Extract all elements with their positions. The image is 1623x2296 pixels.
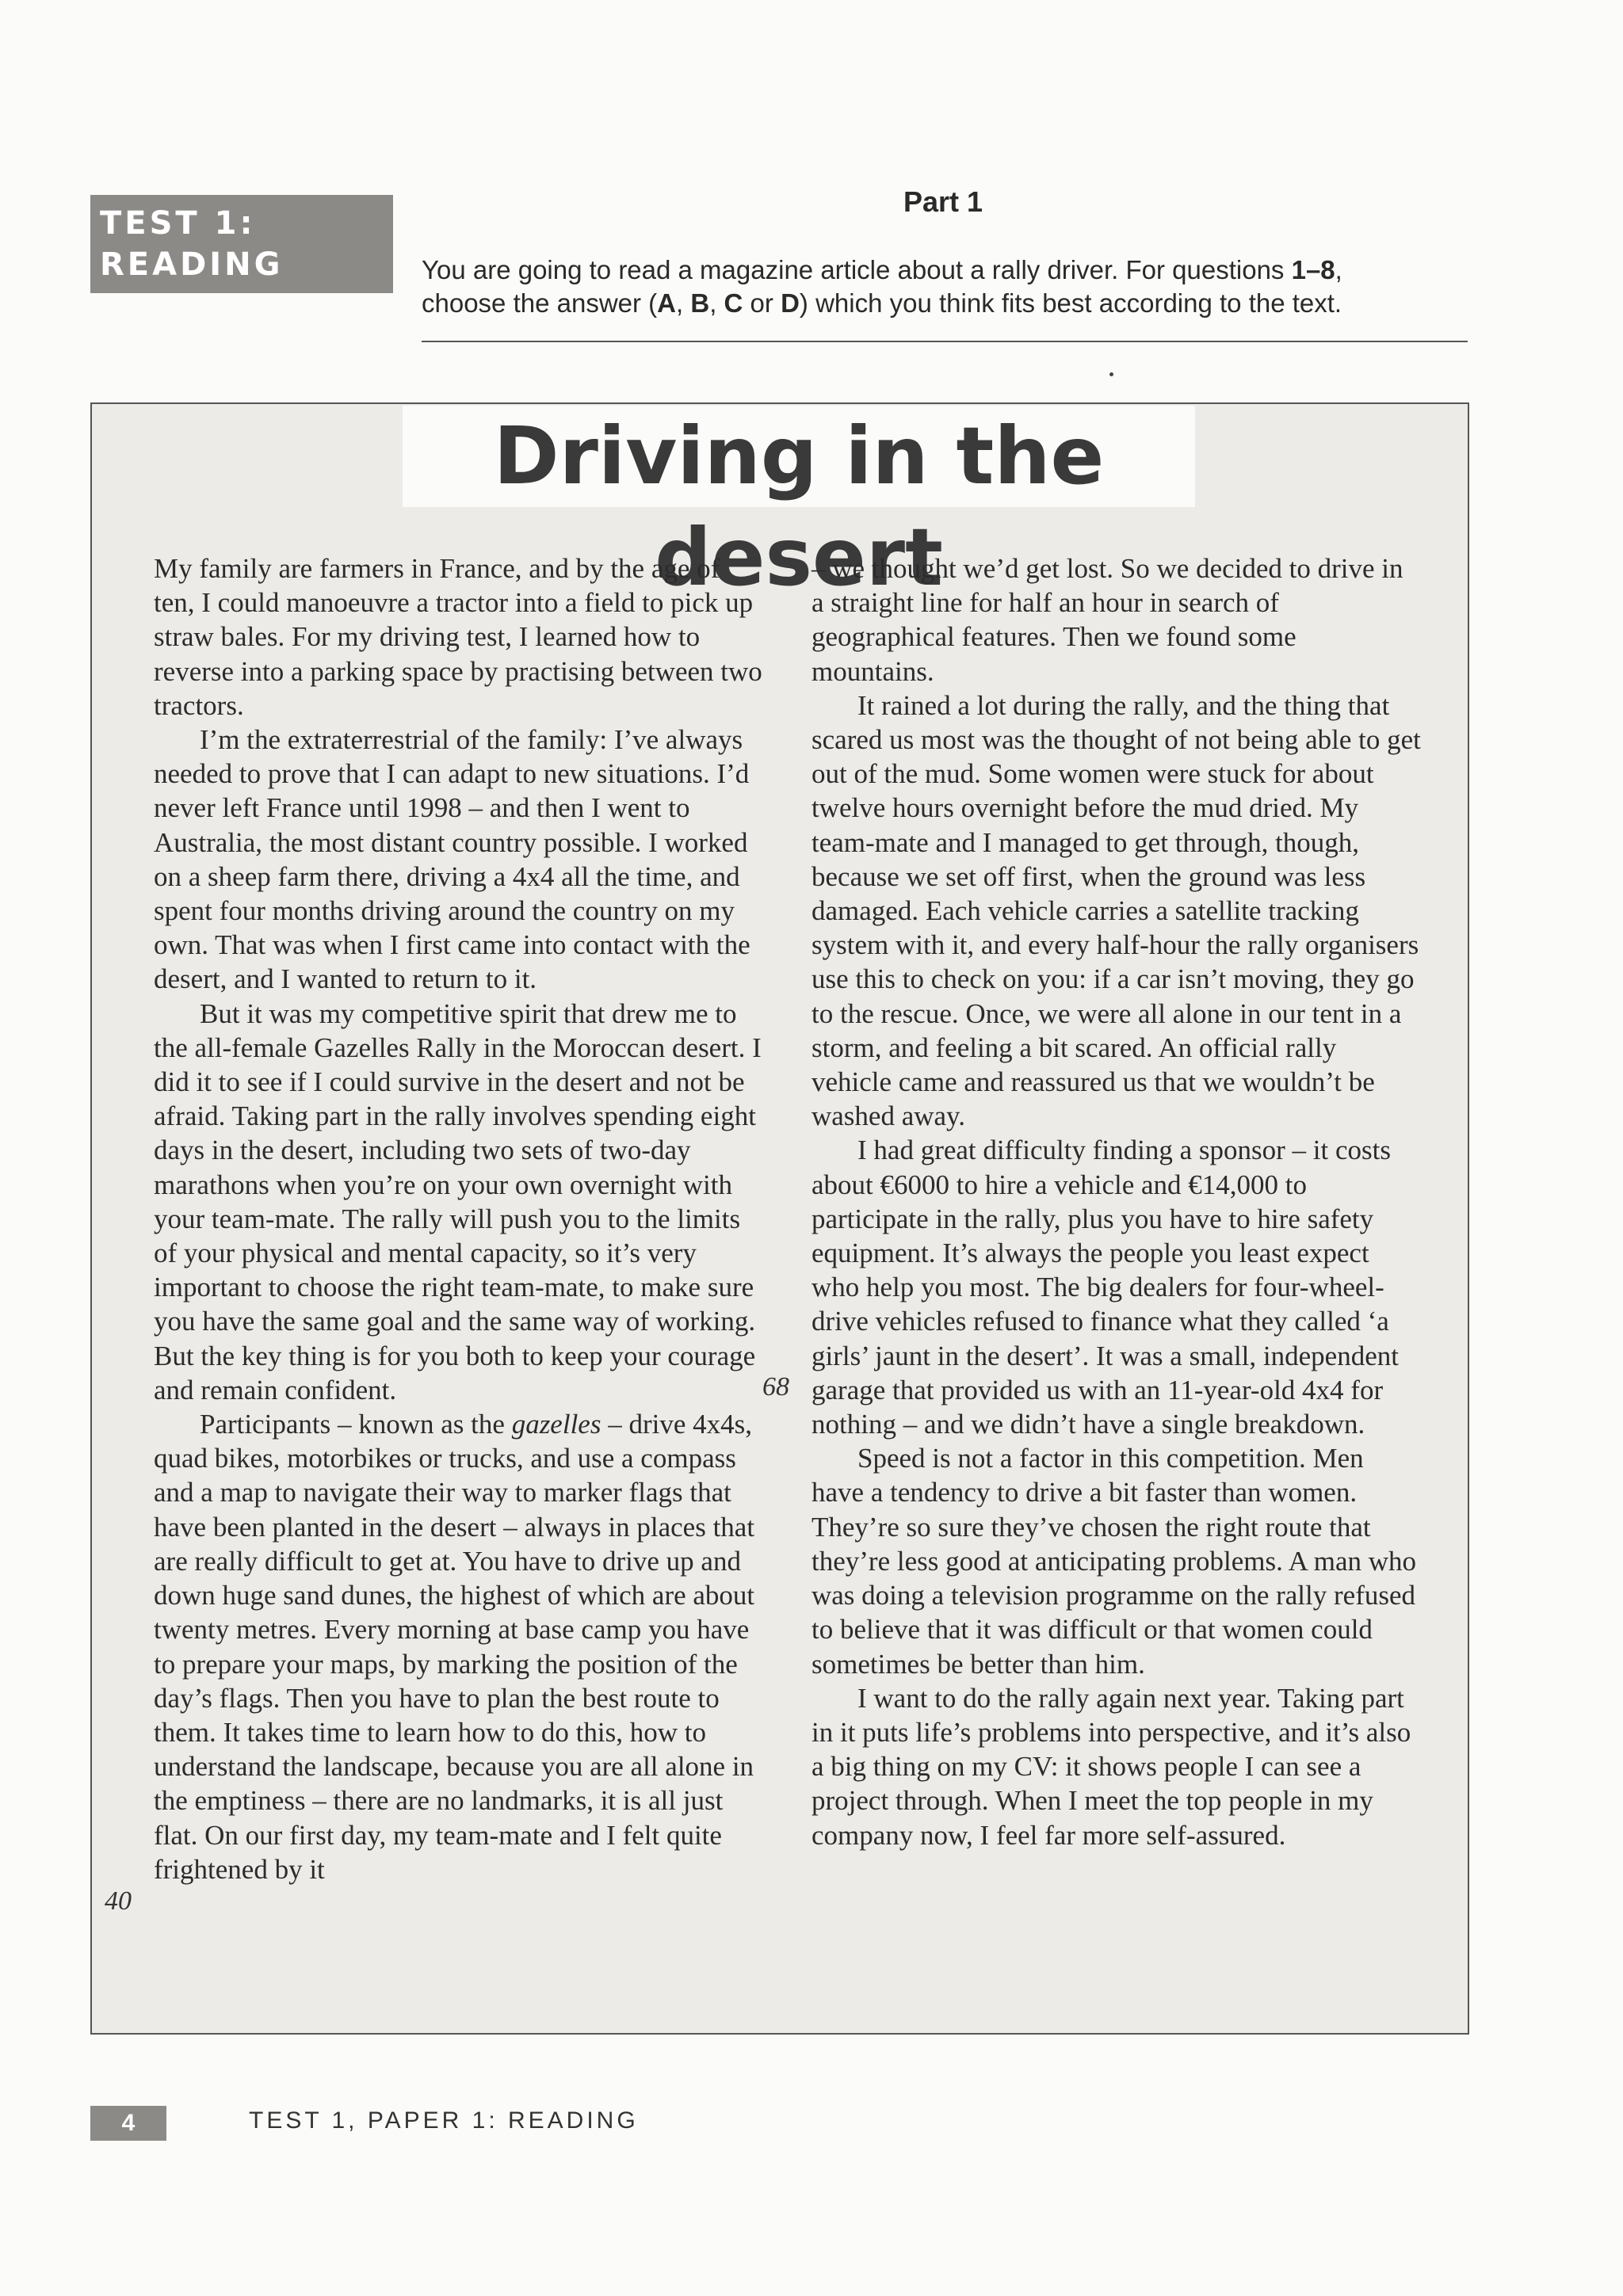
paragraph: I’m the extraterrestrial of the family: I’ve always needed to prove that I can adapt to new situations. I’d never left France until 1998 – and then I went to Australia, the most distant country possible. I worked on a sheep farm there, driving a 4x4 all the time, and spent four months driving around the country on my own. That was when I first came into contact with the desert, and I wanted to return to it. [154,724,750,995]
footer-label: TEST 1, PAPER 1: READING [249,2107,639,2134]
paragraph: Speed is not a factor in this competition. Men have a tendency to drive a bit faster than women. They’re so sure they’ve chosen the right route that they’re less good at anticipating problems. A man who was doing a television programme on the rally refused to believe that it was difficult or that women could sometimes be better than him. [812,1443,1417,1680]
test-label [90,195,393,293]
paragraph: I want to do the rally again next year. Taking part in it puts life’s problems into perspective, and it’s also a big thing on my CV: it shows people I can see a project through. When I meet the top people in my company now, I feel far more self-assured. [812,1682,1411,1851]
header-divider [422,341,1468,342]
article-right-column [812,551,1422,1852]
speck [1109,372,1113,376]
line-number-40: 40 [105,1886,132,1916]
paragraph: Participants – known as the gazelles – drive 4x4s, quad bikes, motorbikes or trucks, and use a compass and a map to navigate their way to marker flags that have been planted in the desert – always in places that are really difficult to get at. You have to drive up and down huge sand dunes, the highest of which are about twenty metres. Every morning at base camp you have to prepare your maps, by marking the position of the day’s flags. Then you have to plan the best route to them. It takes time to learn how to do this, how to understand the landscape, because you are all alone in the emptiness – there are no landmarks, it is all just flat. On our first day, my team-mate and I felt quite frightened by it [154,1409,755,1885]
article-title: Driving in the desert [403,406,1195,507]
test-label-line2: READING [100,246,284,283]
paragraph: It rained a lot during the rally, and the thing that scared us most was the thought of not being able to get out of the mud. Some women were stuck for about twelve hours overnight before the mud dried. My team-mate and I managed to get through, though, because we set off first, when the ground was less damaged. Each vehicle carries a satellite tracking system with it, and every half-hour the rally organisers use this to check on you: if a car isn’t moving, they go to the rescue. Once, we were all alone in our tent in a storm, and feeling a bit scared. An official rally vehicle came and reassured us that we wouldn’t be washed away. [812,689,1421,1132]
instructions: You are going to read a magazine article about a rally driver. For questions 1–8, choose the answer (A, B, C or D) which you think fits best according to the text. [422,255,1342,318]
paragraph: But it was my competitive spirit that drew me to the all-female Gazelles Rally in the Moroccan desert. I did it to see if I could survive in the desert and not be afraid. Taking part in the rally involves spending eight days in the desert, including two sets of two-day marathons when you’re on your own overnight with your team-mate. The rally will push you to the limits of your physical and mental capacity, so it’s very important to choose the right team-mate, to make sure you have the same goal and the same way of working. But the key thing is for you both to keep your courage and remain confident. [154,997,762,1405]
test-label-line1: TEST 1: [100,205,256,242]
article-left-column [154,551,764,1886]
part-title: Part 1 [903,185,983,218]
paragraph: – we thought we’d get lost. So we decided to drive in a straight line for half an hour in search of geographical features. Then we found some mountains. [812,553,1403,687]
paragraph: My family are farmers in France, and by the age of ten, I could manoeuvre a tractor into a field to pick up straw bales. For my driving test, I learned how to reverse into a parking space by practising between two tractors. [154,553,762,721]
line-number-68: 68 [762,1372,789,1402]
emphasis: gazelles [511,1409,601,1440]
paragraph: I had great difficulty finding a sponsor – it costs about €6000 to hire a vehicle and €14,000 to participate in the rally, plus you have to hire safety equipment. It’s always the people you least expect who help you most. The big dealers for four-wheel-drive vehicles refused to finance what they called ‘a girls’ jaunt in the desert’. It was a small, independent garage that provided us with an 11-year-old 4x4 for nothing – and we didn’t have a single breakdown. [812,1135,1399,1440]
page-number: 4 [90,2106,166,2141]
